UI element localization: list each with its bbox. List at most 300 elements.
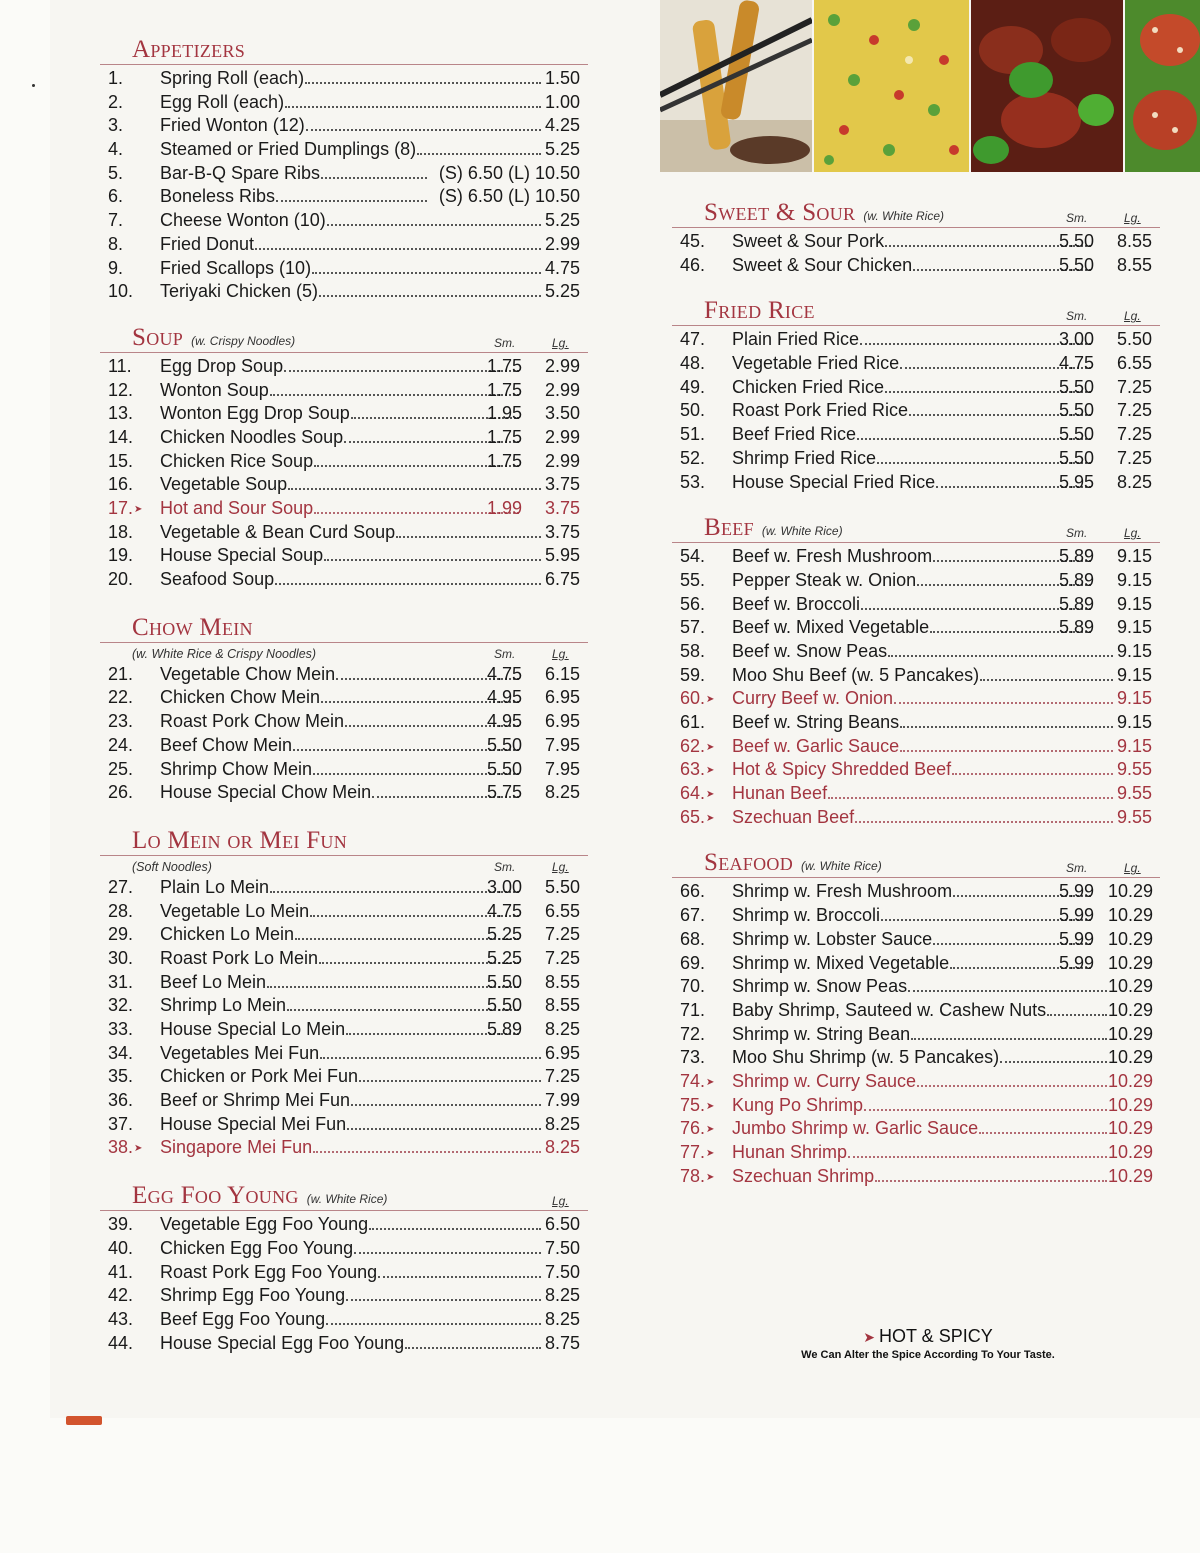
item-name-group <box>732 1046 1108 1070</box>
item-name-group <box>160 426 520 450</box>
section-header <box>100 30 588 65</box>
item-name: House Special Mei Fun <box>160 1113 347 1134</box>
menu-item <box>672 230 1160 254</box>
item-name-group <box>160 900 520 924</box>
size-small-header: Sm. <box>1066 309 1088 324</box>
price-large: 9.15 <box>1116 546 1152 567</box>
item-name: Shrimp Egg Foo Young <box>160 1285 346 1306</box>
item-name-group <box>160 1261 542 1285</box>
item-name-group <box>732 1023 1108 1047</box>
item-number-text: 61. <box>680 712 706 732</box>
price-small: 5.50 <box>1058 231 1094 251</box>
item-number <box>108 114 152 138</box>
menu-item <box>100 947 588 971</box>
dot-leader <box>276 200 427 202</box>
section-subtitle <box>100 645 588 663</box>
item-name-group <box>732 640 1114 664</box>
item-name-group <box>732 328 1092 352</box>
menu-item <box>672 1046 1160 1070</box>
item-number <box>680 711 724 735</box>
dot-leader <box>911 1038 1107 1040</box>
item-name: Kung Po Shrimp <box>732 1094 864 1115</box>
price-large: 10.29 <box>1108 976 1154 997</box>
price-small: 4.95 <box>486 711 522 732</box>
item-name: Beef w. String Beans <box>732 712 900 732</box>
item-name-group <box>732 880 1092 904</box>
item-name-group <box>160 1213 542 1237</box>
size-large-header: Lg. <box>1124 861 1141 876</box>
item-number <box>108 1284 152 1308</box>
menu-item <box>100 1065 588 1089</box>
dot-leader <box>917 1085 1107 1087</box>
price-large: 4.25 <box>544 115 580 136</box>
price-large: 6.55 <box>1116 353 1152 374</box>
price-large: 10.29 <box>1108 1165 1154 1186</box>
item-number <box>680 1023 724 1047</box>
item-name-group <box>160 544 542 568</box>
item-number <box>680 806 724 831</box>
item-name-group <box>160 209 542 233</box>
item-number-text: 75. <box>680 1094 706 1115</box>
price-large: 7.25 <box>1116 376 1152 397</box>
item-name: Hot and Sour Soup <box>160 498 314 518</box>
price-large: 5.95 <box>544 545 580 566</box>
item-name: Roast Pork Lo Mein <box>160 947 319 968</box>
item-number <box>680 254 724 278</box>
item-name: Shrimp w. Curry Sauce <box>732 1070 917 1091</box>
price-large: 10.29 <box>1108 999 1154 1020</box>
item-number-text: 66. <box>680 881 706 902</box>
size-large-header: Lg. <box>1124 526 1141 541</box>
item-name-group <box>732 471 1092 495</box>
price-small: 5.89 <box>1058 593 1094 614</box>
item-name-group <box>160 971 520 995</box>
price-large: 9.15 <box>1116 569 1152 590</box>
item-number-text: 54. <box>680 546 706 567</box>
item-number <box>108 1018 152 1042</box>
item-number-text: 67. <box>680 905 706 926</box>
menu-item <box>100 280 588 304</box>
menu-item <box>100 1136 588 1160</box>
section-title-text: Soup <box>132 323 184 351</box>
size-small-header: Sm. <box>1066 526 1088 541</box>
item-name: Cheese Wonton (10) <box>160 210 326 231</box>
chili-pepper-icon: ➤ <box>706 1171 715 1183</box>
item-number <box>108 900 152 924</box>
item-name: Shrimp w. Snow Peas <box>732 976 908 997</box>
price-large: 7.95 <box>544 734 580 755</box>
section-subtitle <box>100 858 588 876</box>
item-name-group <box>160 355 520 379</box>
item-number-text: 7. <box>108 210 124 231</box>
item-name: Boneless Ribs <box>160 186 276 207</box>
item-name-group <box>160 138 542 162</box>
menu-item <box>100 233 588 257</box>
menu-item <box>672 1023 1160 1047</box>
item-number <box>108 521 152 545</box>
item-number <box>108 663 152 687</box>
item-number-text: 53. <box>680 471 706 492</box>
item-number-text: 44. <box>108 1332 134 1353</box>
menu-item <box>672 975 1160 999</box>
dot-leader <box>319 295 541 297</box>
dot-leader <box>875 1180 1107 1182</box>
price-small: 1.75 <box>486 355 522 376</box>
menu-item <box>100 91 588 115</box>
price-large: 1.50 <box>544 68 580 88</box>
menu-item <box>100 1089 588 1113</box>
dot-leader <box>275 583 541 585</box>
section-header <box>672 193 1160 228</box>
price-small: 1.75 <box>486 379 522 400</box>
item-number-text: 58. <box>680 640 706 661</box>
menu-item <box>672 545 1160 569</box>
section-appetizers <box>100 30 588 304</box>
price-large: 2.99 <box>544 355 580 376</box>
price-large: 6.15 <box>544 663 580 684</box>
item-name-group <box>160 568 542 592</box>
menu-item <box>672 569 1160 593</box>
menu-item <box>100 497 588 521</box>
item-name-group <box>732 687 1114 711</box>
item-number-text: 24. <box>108 734 134 755</box>
item-number <box>108 971 152 995</box>
item-name-group <box>732 904 1092 928</box>
price-large: 3.75 <box>544 521 580 542</box>
price-small: 5.89 <box>486 1019 522 1039</box>
item-number-text: 70. <box>680 976 706 997</box>
chili-pepper-icon: ➤ <box>134 1143 143 1155</box>
price-small: 5.75 <box>486 782 522 803</box>
item-number-text: 52. <box>680 447 706 468</box>
price-large: 6.95 <box>544 1042 580 1063</box>
item-number-text: 8. <box>108 233 124 254</box>
item-number-text: 46. <box>680 254 706 275</box>
item-name-group <box>160 497 520 521</box>
price-small: 1.95 <box>486 403 522 424</box>
item-number <box>680 230 724 254</box>
legend-title-text: HOT & SPICY <box>879 1326 993 1346</box>
item-number-text: 57. <box>680 617 706 638</box>
item-name-group <box>732 928 1092 952</box>
item-name-group <box>160 1042 542 1066</box>
section-lo-mein-or-mei-fun <box>100 821 588 1160</box>
menu-item <box>100 1042 588 1066</box>
item-name: Moo Shu Shrimp (w. 5 Pancakes) <box>732 1047 1000 1068</box>
item-number-text: 59. <box>680 664 706 685</box>
item-name: Teriyaki Chicken (5) <box>160 281 319 302</box>
price-large: 10.29 <box>1108 952 1154 973</box>
item-number <box>108 233 152 257</box>
item-name-group <box>160 257 542 281</box>
item-number-text: 3. <box>108 115 124 136</box>
item-name-group <box>732 376 1092 400</box>
item-number-text: 13. <box>108 403 134 424</box>
price-small: 3.00 <box>1058 329 1094 350</box>
price-large: 6.95 <box>544 687 580 708</box>
dot-leader <box>378 1276 541 1278</box>
menu-item <box>100 450 588 474</box>
item-name: Beef w. Fresh Mushroom <box>732 546 933 567</box>
item-name-group <box>732 545 1092 569</box>
item-number-text: 55. <box>680 569 706 590</box>
item-name: Beef w. Broccoli <box>732 593 861 614</box>
dot-leader <box>828 797 1113 799</box>
price-large: 2.99 <box>544 233 580 254</box>
dot-leader <box>288 488 541 490</box>
item-name-group <box>160 686 520 710</box>
item-number <box>680 376 724 400</box>
dot-leader <box>857 438 1091 440</box>
price-small: 5.89 <box>1058 569 1094 590</box>
item-number <box>108 257 152 281</box>
item-name-group <box>160 781 520 805</box>
chili-pepper-icon: ➤ <box>706 789 715 801</box>
item-number <box>108 710 152 734</box>
item-number-text: 45. <box>680 231 706 251</box>
price-small: 5.99 <box>1058 905 1094 926</box>
section-title-text: Lo Mein or Mei Fun <box>132 826 348 854</box>
size-large-header: Lg. <box>552 646 569 661</box>
menu-item <box>672 904 1160 928</box>
price-small: 5.89 <box>1058 617 1094 638</box>
price-small: 5.25 <box>486 924 522 945</box>
item-name-group <box>160 1237 542 1261</box>
item-number <box>108 162 152 186</box>
section-header <box>100 608 588 643</box>
section-chow-mein <box>100 608 588 805</box>
section-header <box>672 291 1160 326</box>
item-number-text: 25. <box>108 758 134 779</box>
price-large: 6.95 <box>544 711 580 732</box>
item-number <box>108 544 152 568</box>
section-title <box>132 1182 387 1210</box>
item-number-text: 4. <box>108 139 124 160</box>
item-name: Plain Fried Rice <box>732 329 860 350</box>
item-number-text: 21. <box>108 663 134 684</box>
item-number-text: 51. <box>680 424 706 445</box>
item-number <box>680 664 724 688</box>
menu-item <box>100 209 588 233</box>
section-title-text: Seafood <box>704 849 794 877</box>
dot-leader <box>351 1104 541 1106</box>
item-name-group <box>732 352 1092 376</box>
price-large: 7.25 <box>1116 424 1152 445</box>
item-number <box>108 1089 152 1113</box>
price-large: 10.29 <box>1108 1142 1154 1162</box>
menu-item <box>100 994 588 1018</box>
item-number <box>108 758 152 782</box>
item-name: Shrimp w. Mixed Vegetable <box>732 952 950 973</box>
item-number <box>680 399 724 423</box>
item-number-text: 20. <box>108 569 134 590</box>
item-number-text: 1. <box>108 68 124 88</box>
item-number-text: 15. <box>108 450 134 471</box>
section-note: (w. White Rice) <box>863 209 945 223</box>
section-title-text: Sweet & Sour <box>704 199 856 226</box>
price-large: 8.25 <box>1116 471 1152 492</box>
item-name: Chicken Chow Mein <box>160 687 321 708</box>
dot-leader <box>270 394 519 396</box>
dot-leader <box>313 1151 541 1153</box>
dot-leader <box>405 1347 541 1349</box>
item-name: Jumbo Shrimp w. Garlic Sauce <box>732 1118 979 1139</box>
price-large: 6.50 <box>544 1214 580 1235</box>
item-number-text: 6. <box>108 186 124 207</box>
item-number <box>108 876 152 900</box>
item-number <box>108 734 152 758</box>
menu-item <box>100 663 588 687</box>
price-large: 6.55 <box>544 900 580 921</box>
size-large-header: Lg. <box>1124 309 1141 324</box>
item-number <box>108 379 152 403</box>
item-number <box>680 1070 724 1095</box>
item-number-text: 17. <box>108 498 134 518</box>
item-name: Beef w. Garlic Sauce <box>732 735 900 756</box>
item-name-group <box>160 402 520 426</box>
section-title <box>132 614 253 642</box>
item-name: Egg Drop Soup <box>160 355 284 376</box>
menu-item <box>672 1141 1160 1165</box>
price-small: 5.50 <box>486 995 522 1016</box>
item-number <box>108 450 152 474</box>
item-number-text: 10. <box>108 281 134 302</box>
item-number <box>680 1117 724 1142</box>
item-number-text: 23. <box>108 711 134 732</box>
dot-leader <box>326 1323 541 1325</box>
menu-item <box>672 999 1160 1023</box>
item-number-text: 71. <box>680 999 706 1020</box>
price-large: 8.25 <box>544 1308 580 1329</box>
price-small: 5.50 <box>1058 424 1094 445</box>
item-name: Seafood Soup <box>160 569 275 590</box>
price-large: 9.55 <box>1116 783 1152 804</box>
section-subtitle-text: (Soft Noodles) <box>132 859 212 874</box>
chili-pepper-icon: ➤ <box>134 504 143 515</box>
item-number-text: 73. <box>680 1047 706 1068</box>
menu-item <box>672 758 1160 782</box>
price-large: 10.29 <box>1108 1094 1154 1115</box>
price-large: 2.99 <box>544 426 580 447</box>
item-name-group <box>732 758 1114 782</box>
item-number <box>680 975 724 999</box>
item-name: Szechuan Shrimp <box>732 1165 875 1186</box>
item-name-group <box>732 999 1108 1023</box>
price-large: 9.55 <box>1116 806 1152 827</box>
item-number-text: 14. <box>108 426 134 447</box>
menu-item <box>100 1308 588 1332</box>
chili-pepper-icon: ➤ <box>706 812 715 824</box>
price-small: 5.89 <box>1058 546 1094 567</box>
menu-item <box>100 1018 588 1042</box>
dot-leader <box>900 750 1113 752</box>
item-number-text: 39. <box>108 1214 134 1235</box>
item-number <box>680 545 724 569</box>
dot-leader <box>346 1299 541 1301</box>
item-number <box>108 209 152 233</box>
item-number <box>680 328 724 352</box>
item-number <box>680 687 724 712</box>
price-large: 3.75 <box>544 498 580 518</box>
price-small: 5.99 <box>1058 928 1094 949</box>
menu-item <box>100 686 588 710</box>
item-name-group <box>160 91 542 115</box>
dot-leader <box>354 1252 541 1254</box>
item-number <box>680 471 724 495</box>
item-name-group <box>160 1332 542 1356</box>
item-number-text: 62. <box>680 735 706 756</box>
price-large: 10.29 <box>1108 1023 1154 1044</box>
price-large: 7.25 <box>1116 447 1152 468</box>
item-number-text: 49. <box>680 376 706 397</box>
item-number <box>680 782 724 807</box>
dot-leader <box>861 608 1091 610</box>
price-large: 5.50 <box>544 876 580 897</box>
item-name-group <box>732 711 1114 735</box>
menu-item <box>100 758 588 782</box>
item-name-group <box>732 806 1114 830</box>
item-number <box>108 67 152 91</box>
item-number <box>680 569 724 593</box>
section-title-text: Beef <box>704 514 754 542</box>
item-number <box>680 1046 724 1070</box>
item-number-text: 43. <box>108 1308 134 1329</box>
price-large: 7.25 <box>544 947 580 968</box>
item-number-text: 30. <box>108 947 134 968</box>
dot-leader <box>312 272 541 274</box>
menu-item <box>100 568 588 592</box>
menu-item <box>672 352 1160 376</box>
menu-item <box>672 423 1160 447</box>
menu-item <box>672 782 1160 806</box>
item-name-group <box>160 67 542 91</box>
chili-pepper-icon: ➤ <box>706 1100 715 1112</box>
item-name-group <box>732 664 1114 688</box>
dot-leader <box>952 773 1113 775</box>
item-name-group <box>160 734 520 758</box>
dot-leader <box>980 679 1113 681</box>
price-large: 4.75 <box>544 257 580 278</box>
price-small: 4.75 <box>486 663 522 684</box>
item-name: Egg Roll (each) <box>160 91 285 112</box>
left-column <box>100 30 588 1355</box>
item-number <box>108 923 152 947</box>
price-large: 9.15 <box>1116 617 1152 638</box>
price-large: (S) 6.50 (L) 10.50 <box>438 162 580 183</box>
price-large: 10.29 <box>1108 881 1154 902</box>
price-large: 8.55 <box>544 995 580 1016</box>
item-name-group <box>160 758 520 782</box>
chili-pepper-icon: ➤ <box>706 1124 715 1136</box>
item-number <box>680 1094 724 1119</box>
item-name: Vegetable Lo Mein <box>160 900 310 921</box>
item-name: Fried Donut <box>160 233 255 254</box>
dot-leader <box>287 1009 519 1011</box>
item-name: Steamed or Fried Dumplings (8) <box>160 139 417 160</box>
item-number-text: 29. <box>108 924 134 945</box>
item-name: Szechuan Beef <box>732 806 855 827</box>
menu-item <box>100 710 588 734</box>
menu-item <box>672 880 1160 904</box>
chili-pepper-icon: ➤ <box>706 765 715 777</box>
item-number <box>108 1042 152 1066</box>
item-number-text: 72. <box>680 1023 706 1044</box>
item-name: Shrimp Lo Mein <box>160 995 287 1016</box>
item-number-text: 69. <box>680 952 706 973</box>
section-note: (w. White Rice) <box>761 524 843 539</box>
price-small: 5.99 <box>1058 881 1094 902</box>
menu-item <box>100 67 588 91</box>
